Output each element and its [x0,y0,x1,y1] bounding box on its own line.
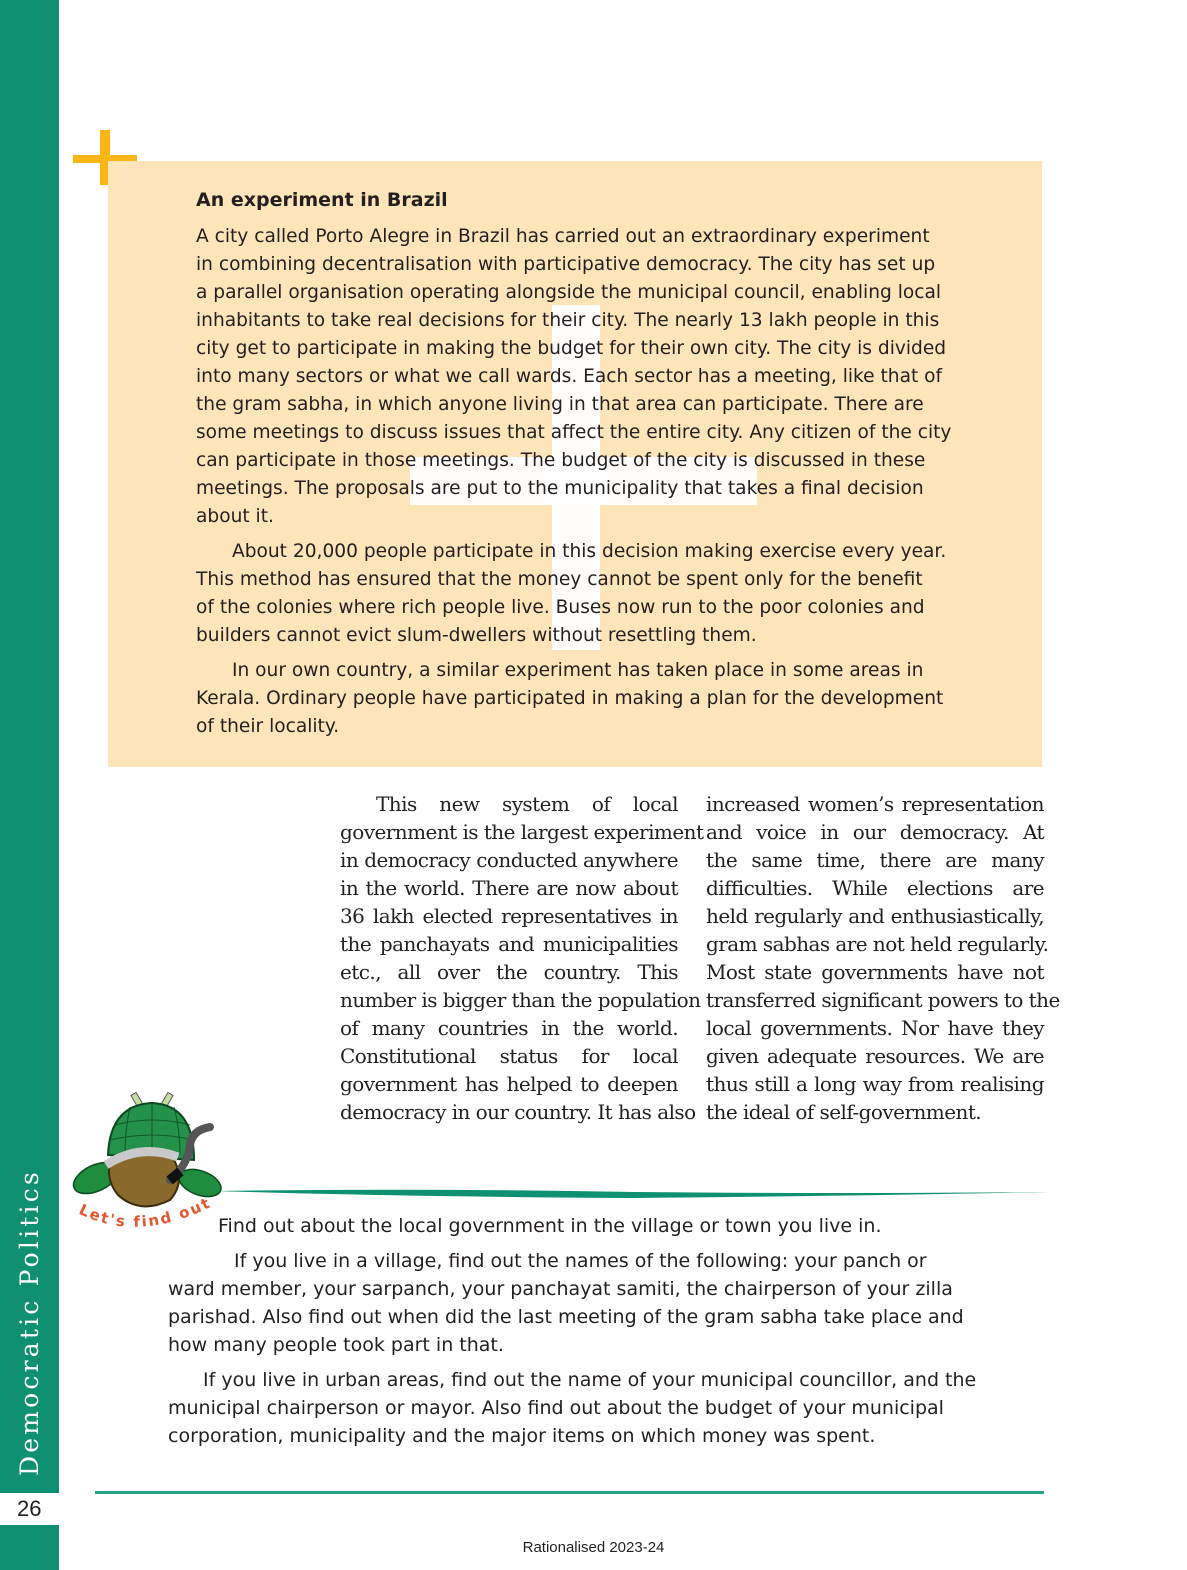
text-line: can participate in those meetings. The budget of the city is discussed in these [196,450,926,471]
text-line: government has helped to deepen [340,1072,678,1096]
text-line: corporation, municipality and the major items on which money was spent. [168,1425,876,1447]
text-line: of the colonies where rich people live. Buses now run to the poor colonies and [196,597,925,618]
bottom-rule [95,1491,1044,1494]
text-line: the gram sabha, in which anyone living in that area can participate. There are [196,394,924,415]
text-line: increased women’s representation [706,792,1044,816]
activity-section [168,1212,1038,1457]
text-line: the panchayats and municipalities [340,932,678,956]
text-line: meetings. The proposals are put to the municipality that takes a final decision [196,478,924,499]
running-title [0,1169,59,1476]
text-line: democracy in our country. It has also [340,1100,696,1124]
text-line: the ideal of self-government. [706,1100,982,1124]
text-line: of many countries in the world. [340,1016,678,1040]
text-line: transferred significant powers to the [706,988,1060,1012]
case-study-paragraph-3 [196,657,1026,741]
text-line: If you live in urban areas, find out the name of your municipal councillor, and the [203,1369,977,1391]
text-line: builders cannot evict slum-dwellers without resettling them. [196,625,757,646]
text-line: into many sectors or what we call wards. Each sector has a meeting, like that of [196,366,943,387]
text-line: Find out about the local government in the village or town you live in. [218,1215,882,1237]
text-line: Most state governments have not [706,960,1044,984]
text-line: about it. [196,506,274,527]
body-column-left [340,790,704,1126]
text-line: held regularly and enthusiastically, [706,904,1044,928]
text-line: and voice in our democracy. At [706,820,1044,844]
text-line: 36 lakh elected representatives in [340,904,678,928]
text-line: in democracy conducted anywhere [340,848,678,872]
lets-find-out-label: Let's find out [76,1193,215,1231]
text-line: local governments. Nor have they [706,1016,1044,1040]
page-number: 26 [17,1496,42,1521]
text-line: About 20,000 people participate in this decision making exercise every year. [232,541,947,562]
activity-urban [168,1366,1038,1450]
text-line: This method has ensured that the money cannot be spent only for the benefit [196,569,923,590]
case-study-content [196,187,1026,748]
text-line: given adequate resources. We are [706,1044,1044,1068]
text-line: of their locality. [196,716,340,737]
activity-village [168,1247,1038,1359]
text-line: difficulties. While elections are [706,876,1044,900]
text-line: number is bigger than the population [340,988,701,1012]
case-study-paragraph-1 [196,223,1026,531]
case-study-heading: An experiment in Brazil [196,189,448,211]
text-line: thus still a long way from realising [706,1072,1044,1096]
body-column-right [706,790,1060,1126]
text-line: If you live in a village, find out the names of the following: your panch or [234,1250,927,1272]
text-line: municipal chairperson or mayor. Also find out about the budget of your municipal [168,1397,944,1419]
text-line: ward member, your sarpanch, your panchayat samiti, the chairperson of your zilla [168,1278,953,1300]
text-line: parishad. Also find out when did the last meeting of the gram sabha take place and [168,1306,964,1328]
text-line: government is the largest experiment [340,820,704,844]
text-line: etc., all over the country. This [340,960,678,984]
swoosh-divider [215,1186,1050,1200]
text-line: In our own country, a similar experiment has taken place in some areas in [232,660,924,681]
text-line: Kerala. Ordinary people have participated in making a plan for the development [196,688,944,709]
text-line: a parallel organisation operating alongside the municipal council, enabling local [196,282,942,303]
text-line: some meetings to discuss issues that affect the entire city. Any citizen of the city [196,422,952,443]
case-study-box [108,161,1042,767]
text-line: how many people took part in that. [168,1334,504,1356]
text-line: Constitutional status for local [340,1044,678,1068]
text-line: city get to participate in making the budget for their own city. The city is divided [196,338,947,359]
text-line: inhabitants to take real decisions for their city. The nearly 13 lakh people in this [196,310,940,331]
text-line: the same time, there are many [706,848,1044,872]
activity-intro [168,1212,1038,1240]
text-line: A city called Porto Alegre in Brazil has carried out an extraordinary experiment [196,226,930,247]
footer-text: Rationalised 2023-24 [522,1539,665,1556]
text-line: This new system of local [376,792,678,816]
running-title-text: Democratic Politics [15,1169,44,1476]
case-study-paragraph-2 [196,538,1026,650]
text-line: in combining decentralisation with participative democracy. The city has set up [196,254,936,275]
text-line: in the world. There are now about [340,876,678,900]
text-line: gram sabhas are not held regularly. [706,932,1049,956]
